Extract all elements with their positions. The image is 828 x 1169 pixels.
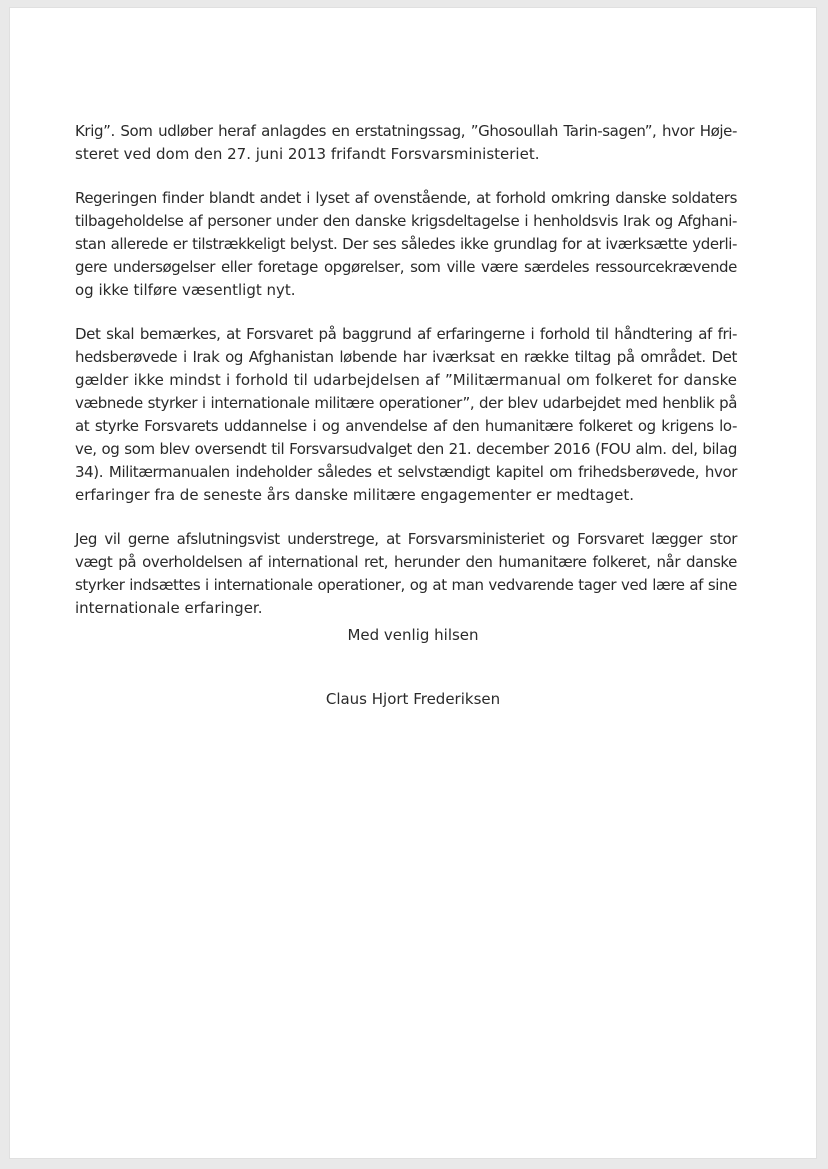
- text-line: Det skal bemærkes, at Forsvaret på baggrund af erfaringerne i forhold til håndtering af fri-: [75, 325, 737, 343]
- text-line: Regeringen finder blandt andet i lyset af ovenstående, at forhold omkring danske soldaters: [75, 189, 737, 207]
- paragraph-4: [75, 528, 737, 620]
- text-line: Krig”. Som udløber heraf anlagdes en erstatningssag, ”Ghosoullah Tarin-sagen”, hvor Høje-: [75, 122, 737, 140]
- paragraph-1: [75, 120, 737, 166]
- text-line: Jeg vil gerne afslutningsvist understrege, at Forsvarsministeriet og Forsvaret lægger stor: [75, 530, 737, 548]
- text-line: stan allerede er tilstrækkeligt belyst. Der ses således ikke grundlag for at iværksætte yderli-: [75, 235, 737, 253]
- signatory-name: Claus Hjort Frederiksen: [325, 690, 501, 708]
- paragraph-2: [75, 187, 737, 302]
- text-line: væbnede styrker i internationale militære operationer”, der blev udarbejdet med henblik på: [75, 394, 737, 412]
- document-page: [10, 8, 816, 1158]
- text-line: tilbageholdelse af personer under den danske krigsdeltagelse i henholdsvis Irak og Afghani-: [75, 212, 737, 230]
- text-line: erfaringer fra de seneste års danske militære engagementer er medtaget.: [75, 486, 635, 504]
- paragraph-3: [75, 323, 737, 507]
- text-line: og ikke tilføre væsentligt nyt.: [75, 281, 296, 299]
- text-line: gælder ikke mindst i forhold til udarbejdelsen af ”Militærmanual om folkeret for danske: [75, 371, 737, 389]
- text-line: steret ved dom den 27. juni 2013 frifandt Forsvarsministeriet.: [75, 145, 540, 163]
- closing-salutation: Med venlig hilsen: [347, 626, 479, 644]
- text-line: 34). Militærmanualen indeholder således et selvstændigt kapitel om frihedsberøvede, hvor: [75, 463, 737, 481]
- letter-body: [75, 120, 737, 641]
- text-line: vægt på overholdelsen af international ret, herunder den humanitære folkeret, når danske: [75, 553, 737, 571]
- text-line: ve, og som blev oversendt til Forsvarsudvalget den 21. december 2016 (FOU alm. del, bilag: [75, 440, 737, 458]
- text-line: styrker indsættes i internationale operationer, og at man vedvarende tager ved lære af sine: [75, 576, 737, 594]
- text-line: hedsberøvede i Irak og Afghanistan løbende har iværksat en række tiltag på området. Det: [75, 348, 737, 366]
- text-line: at styrke Forsvarets uddannelse i og anvendelse af den humanitære folkeret og krigens lo-: [75, 417, 737, 435]
- text-line: internationale erfaringer.: [75, 599, 263, 617]
- text-line: gere undersøgelser eller foretage opgørelser, som ville være særdeles ressourcekrævende: [75, 258, 737, 276]
